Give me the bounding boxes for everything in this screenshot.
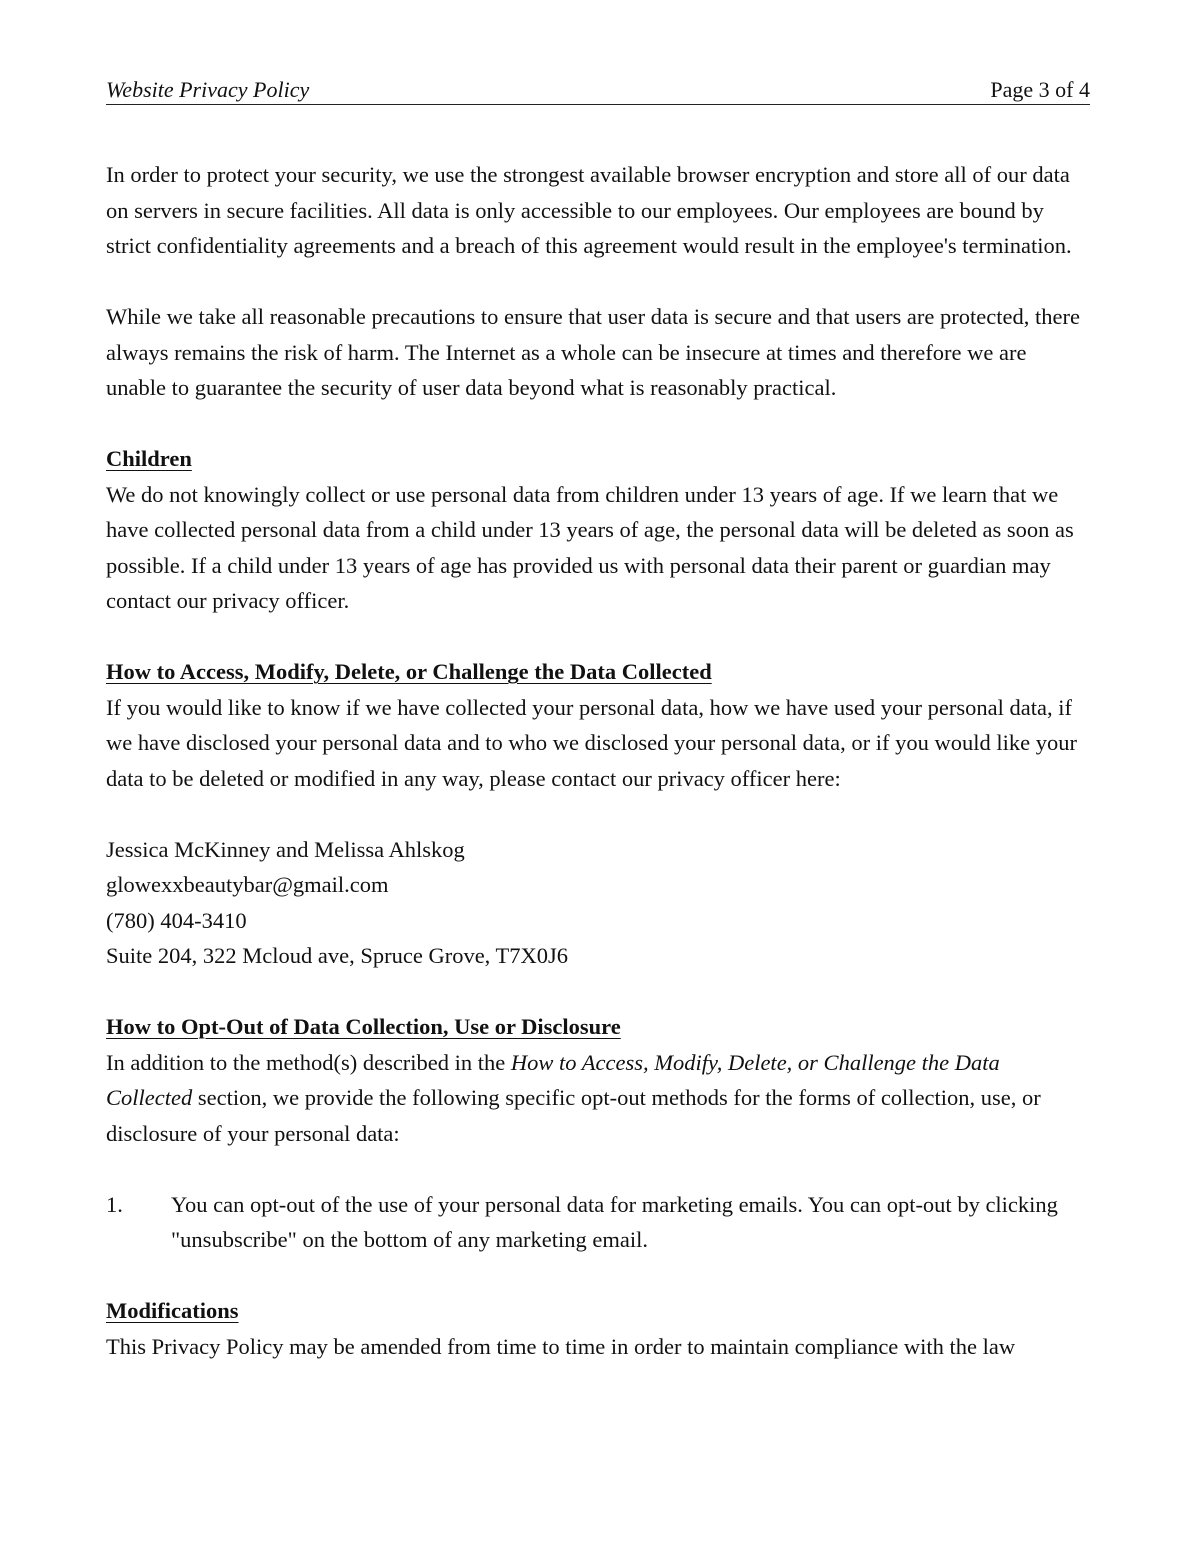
- contact-address: Suite 204, 322 Mcloud ave, Spruce Grove, T7X0J6: [106, 943, 569, 968]
- optout-list: [106, 1187, 1090, 1258]
- optout-paragraph: [106, 1045, 1090, 1152]
- document-page: [106, 74, 1090, 1364]
- optout-heading: How to Opt-Out of Data Collection, Use or Disclosure: [106, 1014, 621, 1039]
- list-item: [106, 1187, 1090, 1258]
- optout-text-before: In addition to the method(s) described in the: [106, 1049, 511, 1075]
- children-section: [106, 441, 1090, 619]
- document-title: Website Privacy Policy: [106, 77, 310, 102]
- modifications-heading: Modifications: [106, 1298, 239, 1323]
- privacy-officer-contact: [106, 832, 1090, 974]
- children-heading: Children: [106, 446, 192, 471]
- modifications-paragraph: This Privacy Policy may be amended from time to time in order to maintain compliance with the law: [106, 1333, 1016, 1359]
- access-heading: How to Access, Modify, Delete, or Challenge the Data Collected: [106, 659, 712, 684]
- page-number: Page 3 of 4: [990, 77, 1090, 102]
- optout-section-reference: How to Access, Modify, Delete, or Challenge the Data Collected: [106, 1049, 1000, 1110]
- access-section: [106, 654, 1090, 796]
- running-header: [106, 74, 1090, 105]
- optout-section: [106, 1009, 1090, 1258]
- contact-names: Jessica McKinney and Melissa Ahlskog: [106, 836, 465, 862]
- optout-text-after: section, we provide the following specific opt-out methods for the forms of collection, use, or disclosure of your personal data:: [106, 1085, 1041, 1146]
- list-item-text: You can opt-out of the use of your personal data for marketing emails. You can opt-out by clicking "unsubscribe" on the bottom of any marketing email.: [171, 1191, 1058, 1252]
- precautions-paragraph: While we take all reasonable precautions to ensure that user data is secure and that users are protected, there always remains the risk of harm. The Internet as a whole can be insecure at times and therefore we are unable to guarantee the security of user data beyond what is reasonably practical.: [106, 304, 1080, 400]
- contact-email: glowexxbeautybar@gmail.com: [106, 872, 389, 897]
- contact-phone: (780) 404-3410: [106, 907, 247, 933]
- access-paragraph: If you would like to know if we have collected your personal data, how we have used your personal data, if we have disclosed your personal data and to who we disclosed your personal data, or if you would like your data to be deleted or modified in any way, please contact our privacy officer here:: [106, 694, 1078, 791]
- security-paragraph: In order to protect your security, we use the strongest available browser encryption and store all of our data on servers in secure facilities. All data is only accessible to our employees. Our employees are bound by strict confidentiality agreements and a breach of this agreement would result in the employee's termination.: [106, 162, 1072, 258]
- modifications-section: [106, 1293, 1090, 1364]
- list-item-number: 1.: [106, 1191, 123, 1217]
- children-paragraph: We do not knowingly collect or use personal data from children under 13 years of age. If we learn that we have collected personal data from a child under 13 years of age, the personal data will be deleted as soon as possible. If a child under 13 years of age has provided us with personal data their parent or guardian may contact our privacy officer.: [106, 481, 1074, 613]
